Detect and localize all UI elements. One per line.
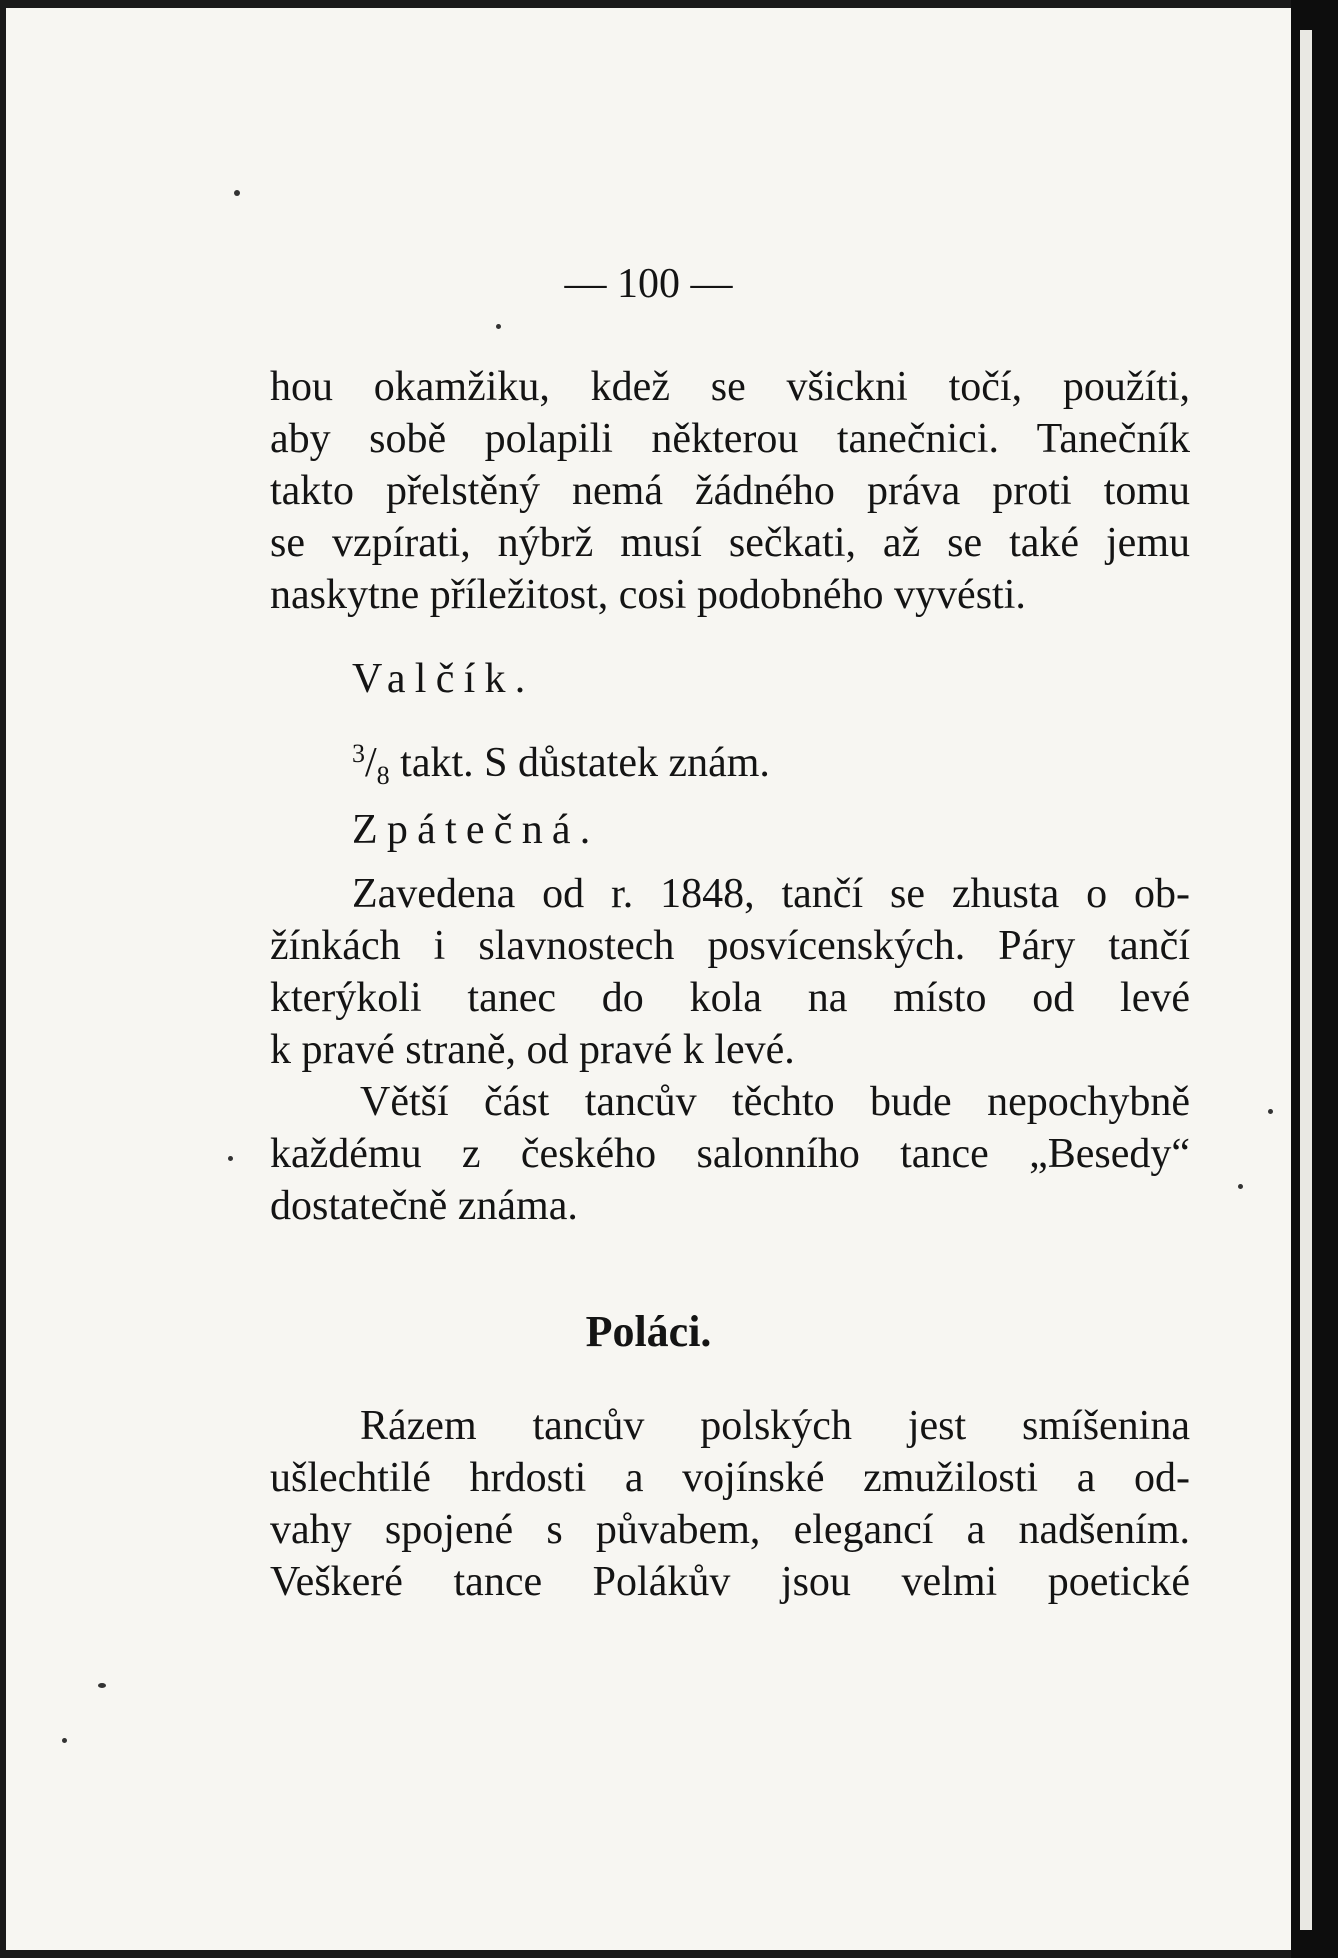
text-line: aby sobě polapili některou tanečnici. Tanečník: [270, 416, 1190, 462]
section-title-polaci: Poláci.: [585, 1307, 712, 1356]
print-speck: [228, 1156, 233, 1161]
section-title-valcik: Valčík.: [352, 656, 535, 702]
page-number: — 100 —: [564, 261, 733, 307]
print-speck: [98, 1683, 106, 1688]
text-line: každému z českého salonního tance „Besedy“: [270, 1131, 1190, 1177]
text-line: takto přelstěný nemá žádného práva proti tomu: [270, 468, 1190, 514]
text-line: vahy spojené s půvabem, elegancí a nadšením.: [270, 1507, 1190, 1553]
print-speck: [62, 1738, 67, 1743]
text-line: dostatečně známa.: [270, 1183, 578, 1229]
text-line: se vzpírati, nýbrž musí sečkati, až se také jemu: [270, 520, 1190, 566]
text-line: Větší část tancův těchto bude nepochybně: [360, 1079, 1190, 1125]
section-title-zpatecna: Zpátečná.: [352, 807, 600, 853]
text-line: Rázem tancův polských jest smíšenina: [360, 1403, 1190, 1449]
takt-numerator: 3: [352, 739, 365, 768]
print-speck: [496, 324, 501, 329]
takt-text: takt. S důstatek znám.: [389, 740, 770, 786]
scan-edge-strip: [1300, 30, 1312, 1930]
print-speck: [1238, 1184, 1243, 1189]
print-speck: [1268, 1109, 1273, 1114]
text-line: naskytne příležitost, cosi podobného vyvésti.: [270, 572, 1026, 618]
text-line: k pravé straně, od pravé k levé.: [270, 1027, 795, 1073]
text-line: kterýkoli tanec do kola na místo od levé: [270, 975, 1190, 1021]
print-speck: [234, 190, 240, 196]
takt-denominator: 8: [376, 761, 390, 790]
text-line: Veškeré tance Polákův jsou velmi poetické: [270, 1559, 1190, 1605]
book-page: [6, 8, 1291, 1950]
text-line: žínkách i slavnostech posvícenských. Páry tančí: [270, 923, 1190, 969]
valcik-takt-line: [352, 728, 1272, 802]
text-line: hou okamžiku, kdež se všickni točí, použíti,: [270, 364, 1190, 410]
text-line: Zavedena od r. 1848, tančí se zhusta o ob-: [352, 871, 1190, 917]
scan-edge: [1291, 0, 1338, 1958]
takt-slash: /: [365, 740, 377, 786]
text-line: ušlechtilé hrdosti a vojínské zmužilosti a od-: [270, 1455, 1190, 1501]
